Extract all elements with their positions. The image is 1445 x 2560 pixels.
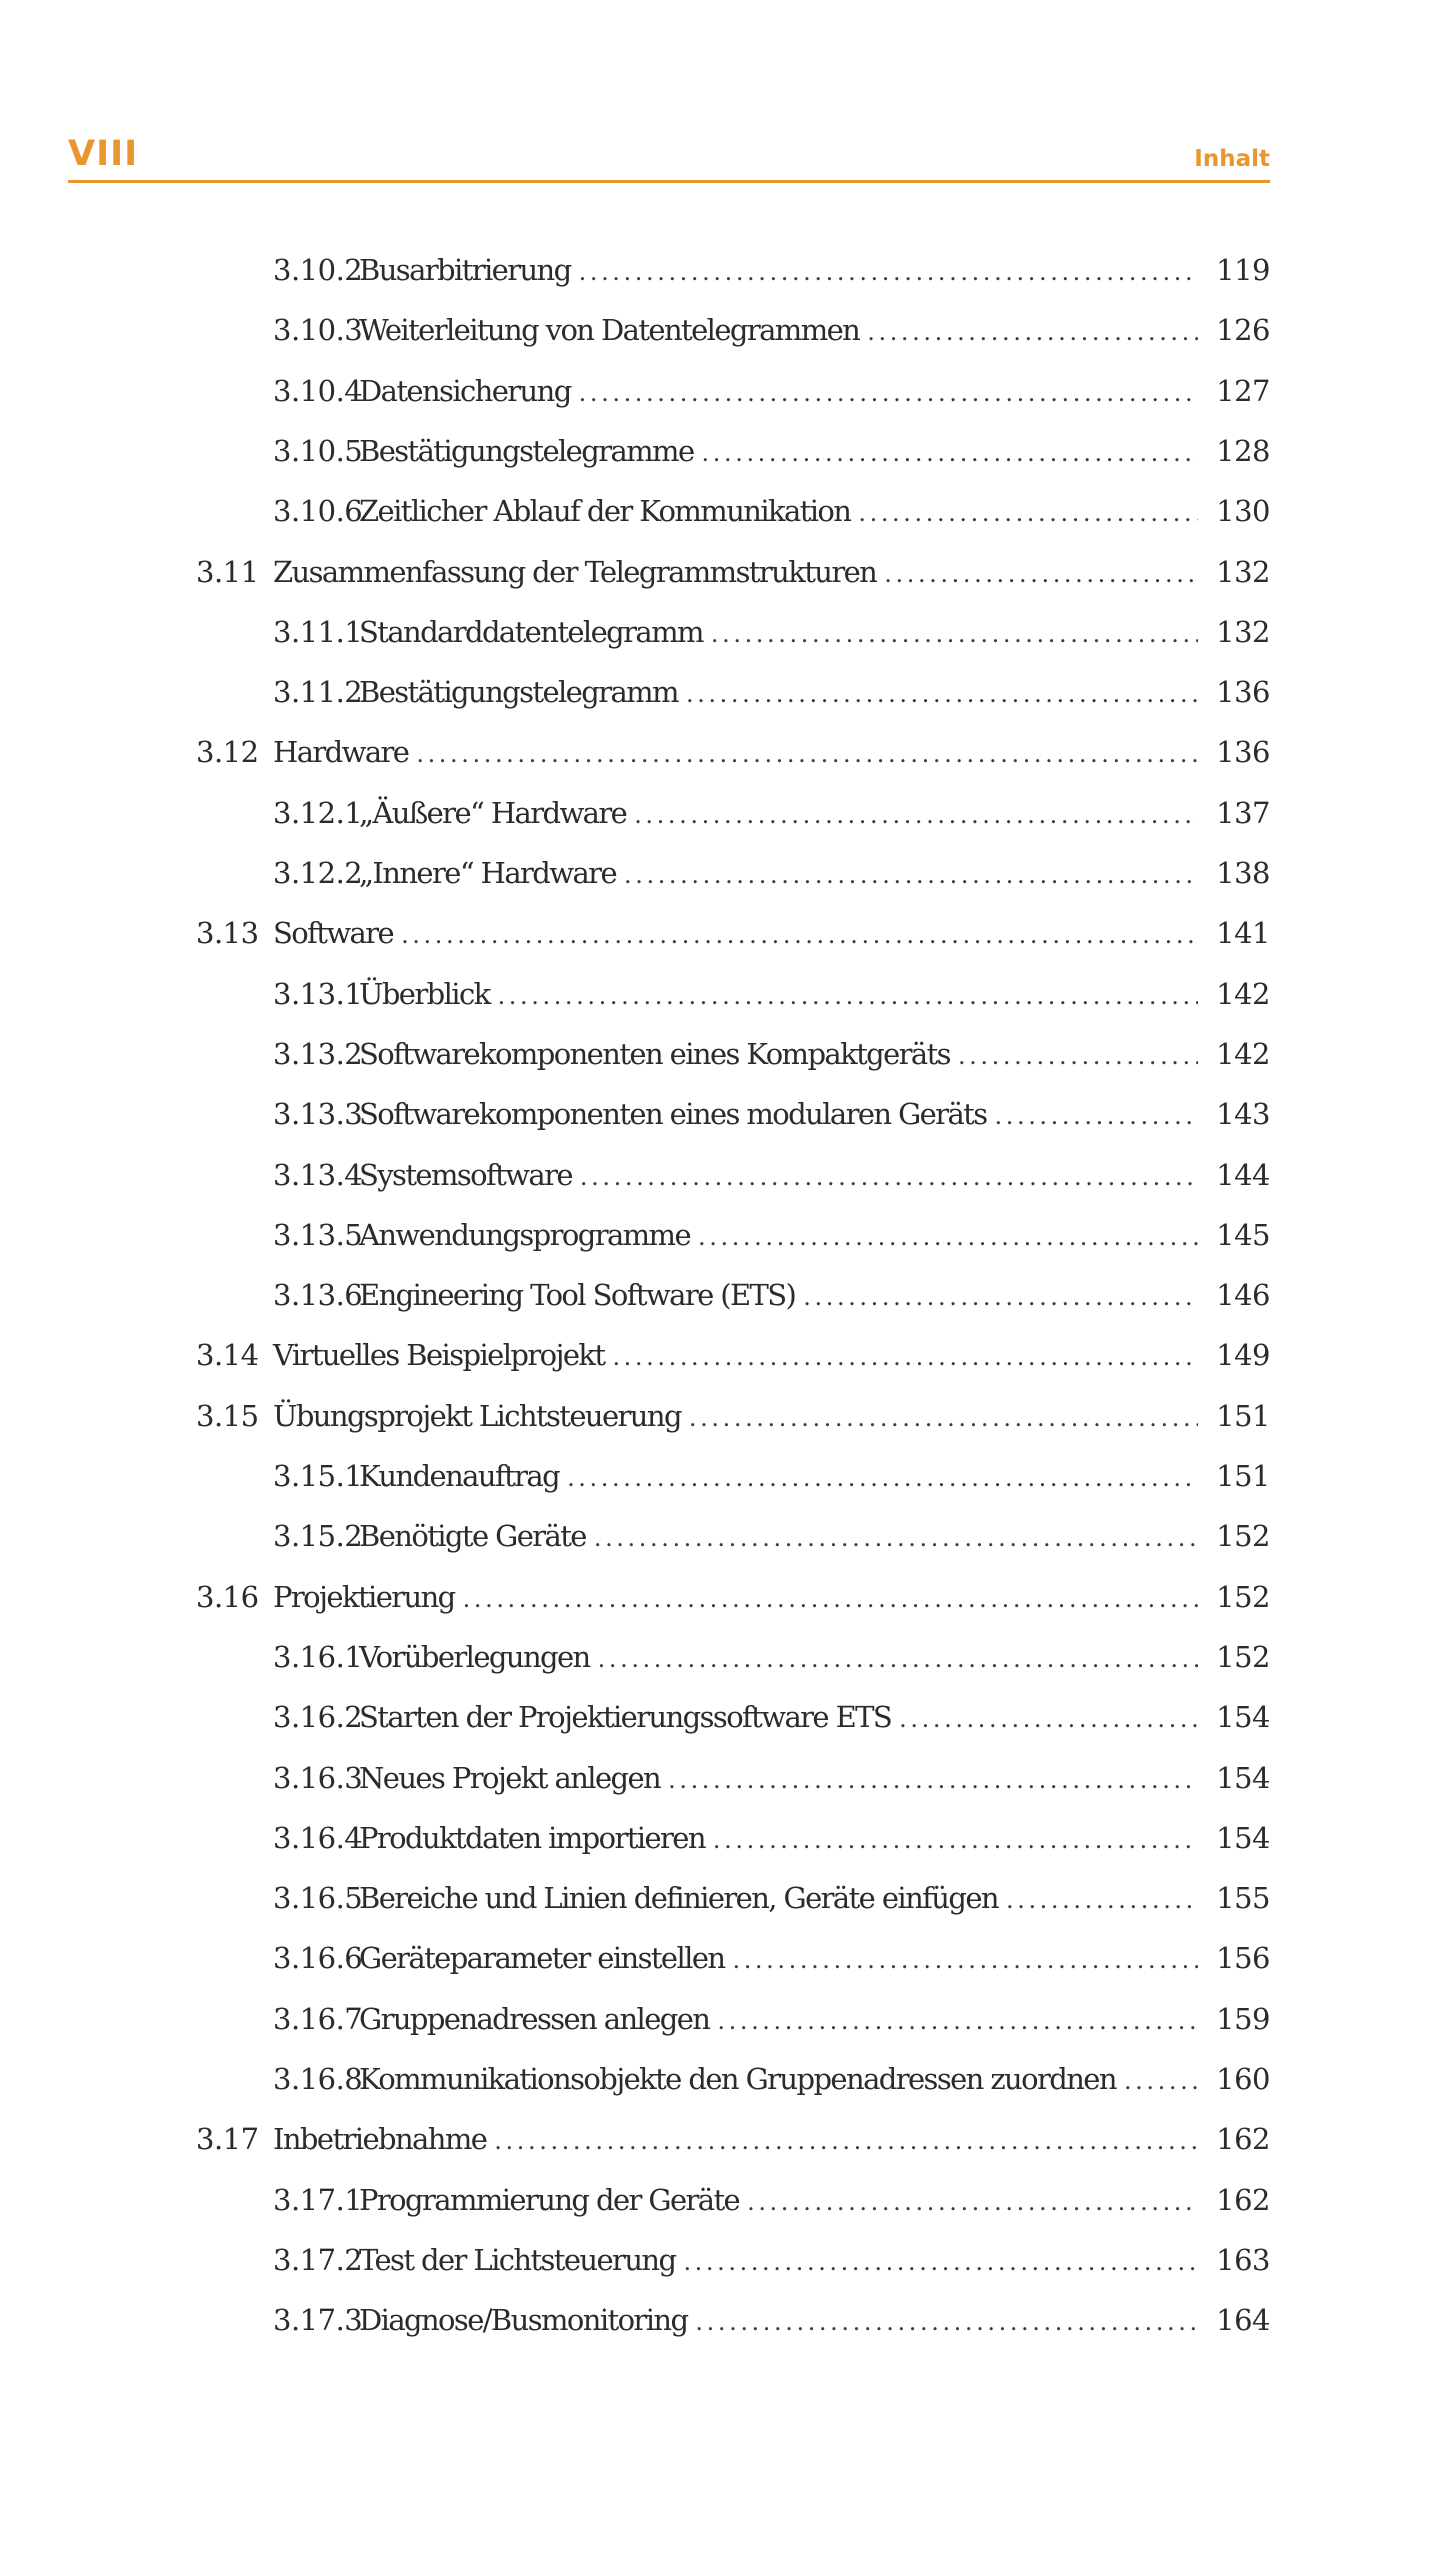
dot-leader	[717, 1991, 1198, 2051]
toc-entry-title: Test der Lichtsteuerung	[359, 2242, 676, 2277]
toc-entry-title: Bereiche und Linien definieren, Geräte einfügen	[359, 1881, 998, 1916]
toc-entry-title: Programmierung der Geräte	[359, 2182, 740, 2217]
toc-entry-title: Überblick	[359, 976, 490, 1011]
toc-entry-number: 3.16.3	[273, 1760, 363, 1795]
toc-entry-page: 163	[1216, 2242, 1270, 2277]
toc-entry	[273, 1205, 1270, 1265]
toc-entry	[273, 2170, 1270, 2230]
dot-leader	[695, 2292, 1198, 2352]
toc-entry-number: 3.17.1	[273, 2182, 363, 2217]
dot-leader	[958, 1026, 1198, 1086]
toc-entry	[273, 783, 1270, 843]
dot-leader	[598, 1629, 1198, 1689]
toc-entry	[273, 2230, 1270, 2290]
toc-entry	[273, 1868, 1270, 1928]
toc-entry-page: 132	[1216, 554, 1270, 589]
dot-leader	[1006, 1870, 1198, 1930]
toc-entry-number: 3.17.2	[273, 2242, 363, 2277]
toc-entry-page: 162	[1216, 2122, 1270, 2157]
toc-entry	[273, 361, 1270, 421]
toc-entry-page: 160	[1216, 2062, 1270, 2096]
toc-entry-number: 3.13.5	[273, 1217, 363, 1252]
dot-leader	[634, 785, 1198, 845]
toc-entry-number: 3.13.6	[273, 1278, 363, 1313]
toc-entry	[196, 1386, 1270, 1446]
toc-entry	[273, 2049, 1270, 2109]
toc-entry-page: 162	[1216, 2182, 1270, 2217]
toc-entry-number: 3.16.2	[273, 1700, 363, 1735]
toc-entry-page: 142	[1216, 1036, 1270, 1071]
toc-entry-page: 119	[1216, 253, 1270, 287]
toc-entry-page: 156	[1216, 1941, 1270, 1976]
toc-entry-number: 3.13.3	[273, 1097, 363, 1132]
toc-entry-page: 144	[1216, 1157, 1270, 1192]
toc-entry	[196, 903, 1270, 963]
dot-leader	[401, 905, 1198, 965]
dot-leader	[858, 483, 1198, 543]
toc-entry-page: 154	[1216, 1820, 1270, 1855]
dot-leader	[594, 1508, 1198, 1568]
toc-entry-number: 3.12	[196, 735, 259, 770]
toc-entry	[273, 1145, 1270, 1205]
toc-entry	[273, 843, 1270, 903]
toc-entry-title: Produktdaten importieren	[359, 1820, 705, 1855]
dot-leader	[732, 1930, 1198, 1990]
toc-entry	[273, 1265, 1270, 1325]
dot-leader	[702, 423, 1198, 483]
toc-entry	[196, 2109, 1270, 2169]
toc-entry	[273, 1024, 1270, 1084]
dot-leader	[884, 544, 1198, 604]
toc-entry-title: Diagnose/Busmonitoring	[359, 2303, 688, 2338]
toc-entry-page: 152	[1216, 1519, 1270, 1554]
toc-entry-number: 3.15	[196, 1398, 259, 1433]
toc-entry-page: 151	[1216, 1459, 1270, 1493]
toc-entry-number: 3.13.1	[273, 976, 363, 1011]
toc-entry-number: 3.11.1	[273, 614, 363, 649]
dot-leader	[686, 664, 1198, 724]
toc-entry-title: Kommunikationsobjekte den Gruppenadressen zuordnen	[359, 2062, 1116, 2096]
dot-leader	[803, 1267, 1198, 1327]
toc-entry-title: Software	[273, 916, 394, 951]
toc-entry-title: Busarbitrierung	[359, 253, 571, 287]
toc-entry	[196, 1325, 1270, 1385]
dot-leader	[567, 1448, 1198, 1508]
toc-entry	[273, 1506, 1270, 1566]
toc-entry	[273, 240, 1270, 300]
toc-entry-number: 3.11	[196, 554, 259, 589]
toc-entry-number: 3.13.4	[273, 1157, 363, 1192]
page-number: VIII	[68, 134, 139, 174]
toc-entry-page: 159	[1216, 2001, 1270, 2036]
toc-entry-page: 151	[1216, 1398, 1270, 1433]
toc-entry-page: 132	[1216, 614, 1270, 649]
toc-entry	[196, 542, 1270, 602]
toc-entry	[273, 1084, 1270, 1144]
toc-entry-page: 143	[1216, 1097, 1270, 1132]
toc-entry	[273, 964, 1270, 1024]
toc-entry-title: Bestätigungstelegramme	[359, 433, 694, 468]
toc-entry-page: 149	[1216, 1338, 1270, 1373]
dot-leader	[416, 724, 1198, 784]
toc-entry	[273, 662, 1270, 722]
toc-entry-page: 136	[1216, 735, 1270, 770]
toc-entry-title: Starten der Projektierungssoftware ETS	[359, 1700, 892, 1735]
toc-entry	[273, 1989, 1270, 2049]
toc-entry-number: 3.16.8	[273, 2062, 363, 2096]
toc-entry-title: Weiterleitung von Datentelegrammen	[359, 313, 860, 348]
toc-entry-title: „Äußere“ Hardware	[359, 795, 627, 830]
dot-leader	[899, 1689, 1198, 1749]
dot-leader	[711, 604, 1198, 664]
toc-entry-number: 3.17	[196, 2122, 259, 2157]
toc-entry-title: Inbetriebnahme	[273, 2122, 487, 2157]
toc-entry-number: 3.13.2	[273, 1036, 363, 1071]
toc-entry-page: 126	[1216, 313, 1270, 348]
toc-entry-page: 152	[1216, 1639, 1270, 1674]
toc-entry-title: Benötigte Geräte	[359, 1519, 586, 1554]
dot-leader	[995, 1086, 1198, 1146]
toc-entry-page: 154	[1216, 1700, 1270, 1735]
toc-entry-title: Gruppenadressen anlegen	[359, 2001, 710, 2036]
toc-entry-number: 3.16.5	[273, 1881, 363, 1916]
toc-entry-title: Vorüberlegungen	[359, 1639, 590, 1674]
toc-entry-number: 3.10.2	[273, 253, 363, 287]
toc-entry-page: 128	[1216, 433, 1270, 468]
dot-leader	[698, 1207, 1198, 1267]
dot-leader	[580, 1147, 1198, 1207]
toc-entry-number: 3.12.2	[273, 856, 363, 890]
toc-entry	[273, 481, 1270, 541]
toc-entry-title: Neues Projekt anlegen	[359, 1760, 661, 1795]
toc-entry-number: 3.15.2	[273, 1519, 363, 1554]
dot-leader	[713, 1810, 1198, 1870]
toc-entry-number: 3.14	[196, 1338, 259, 1373]
toc-entry-page: 142	[1216, 976, 1270, 1011]
toc-entry-page: 155	[1216, 1881, 1270, 1916]
toc-entry-number: 3.16.1	[273, 1639, 363, 1674]
toc-entry-title: Virtuelles Beispielprojekt	[273, 1338, 605, 1373]
toc-entry-title: Softwarekomponenten eines Kompaktgeräts	[359, 1036, 950, 1071]
toc-entry	[273, 1928, 1270, 1988]
toc-entry	[273, 2290, 1270, 2350]
dot-leader	[747, 2172, 1198, 2232]
dot-leader	[683, 2232, 1198, 2292]
toc-entry-title: Systemsoftware	[359, 1157, 572, 1192]
toc-entry-page: 138	[1216, 856, 1270, 890]
dot-leader	[1124, 2051, 1198, 2111]
toc-entry-title: Softwarekomponenten eines modularen Geräts	[359, 1097, 987, 1132]
toc-entry-number: 3.10.5	[273, 433, 363, 468]
toc-entry-page: 145	[1216, 1217, 1270, 1252]
toc-entry-title: Kundenauftrag	[359, 1459, 560, 1493]
running-title: Inhalt	[1194, 146, 1270, 172]
toc-entry-number: 3.17.3	[273, 2303, 363, 2338]
toc-entry	[273, 1627, 1270, 1687]
toc-entry-number: 3.12.1	[273, 795, 363, 830]
toc-entry-page: 141	[1216, 916, 1270, 951]
dot-leader	[463, 1569, 1198, 1629]
dot-leader	[867, 302, 1198, 362]
dot-leader	[668, 1750, 1198, 1810]
toc-entry-title: Zeitlicher Ablauf der Kommunikation	[359, 494, 851, 529]
toc-entry-title: Engineering Tool Software (ETS)	[359, 1278, 796, 1313]
toc-entry-number: 3.13	[196, 916, 259, 951]
toc-entry-title: Datensicherung	[359, 373, 571, 408]
toc-entry-title: Übungsprojekt Lichtsteuerung	[273, 1398, 681, 1433]
dot-leader	[579, 363, 1198, 423]
toc-entry-title: Hardware	[273, 735, 409, 770]
toc-entry-title: Anwendungsprogramme	[359, 1217, 691, 1252]
toc-entry	[273, 1446, 1270, 1506]
toc-entry	[273, 1808, 1270, 1868]
toc-entry-number: 3.16.4	[273, 1820, 363, 1855]
toc-entry	[273, 1748, 1270, 1808]
toc-entry-number: 3.10.3	[273, 313, 363, 348]
toc-entry-title: Bestätigungstelegramm	[359, 675, 678, 710]
toc-entry-title: Geräteparameter einstellen	[359, 1941, 725, 1976]
toc-entry	[273, 421, 1270, 481]
toc-entry	[273, 300, 1270, 360]
toc-entry-page: 164	[1216, 2303, 1270, 2338]
toc-entry-page: 152	[1216, 1579, 1270, 1614]
dot-leader	[579, 242, 1198, 302]
toc-entry-number: 3.15.1	[273, 1459, 363, 1493]
toc-entry	[273, 1687, 1270, 1747]
toc-entry	[196, 722, 1270, 782]
toc-entry-page: 146	[1216, 1278, 1270, 1313]
toc-entry-number: 3.16.7	[273, 2001, 363, 2036]
toc-entry	[273, 602, 1270, 662]
toc-entry-page: 136	[1216, 675, 1270, 710]
toc-entry	[196, 1567, 1270, 1627]
toc-entry-number: 3.16.6	[273, 1941, 363, 1976]
toc-entry-title: Standarddatentelegramm	[359, 614, 703, 649]
dot-leader	[689, 1388, 1198, 1448]
page-header	[68, 122, 1270, 183]
toc-entry-title: Projektierung	[273, 1579, 455, 1614]
dot-leader	[624, 845, 1198, 905]
toc-entry-title: Zusammenfassung der Telegrammstrukturen	[273, 554, 877, 589]
toc-entry-number: 3.11.2	[273, 675, 363, 710]
toc-entry-number: 3.16	[196, 1579, 259, 1614]
toc-entry-number: 3.10.6	[273, 494, 363, 529]
toc-entry-page: 137	[1216, 795, 1270, 830]
toc-entry-page: 154	[1216, 1760, 1270, 1795]
toc-entry-title: „Innere“ Hardware	[359, 856, 617, 890]
dot-leader	[612, 1327, 1198, 1387]
dot-leader	[494, 2111, 1198, 2171]
toc-entry-page: 130	[1216, 494, 1270, 529]
toc-entry-page: 127	[1216, 373, 1270, 408]
dot-leader	[498, 966, 1198, 1026]
toc-entry-number: 3.10.4	[273, 373, 363, 408]
